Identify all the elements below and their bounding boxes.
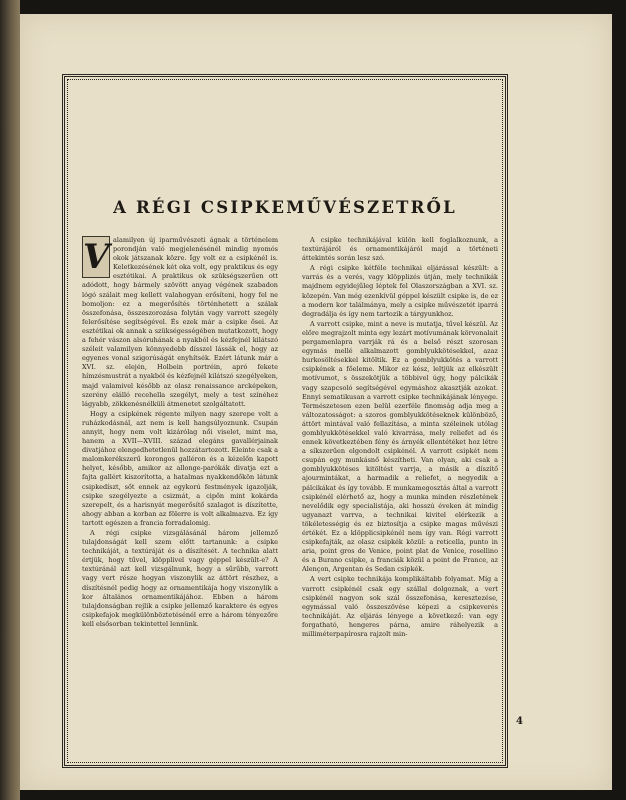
book-spine [0,0,20,800]
left-column [82,236,278,730]
paragraph: A régi csipke vizsgálásánál három jellemző tulajdonságát kell szem előtt tartanunk: a csipke technikáját, a textúráját és a díszítését. A technika alatt értjük, hogy tűvel, klöpplivel vagy géppel készült-e? A textúránál azt kell vizsgálnunk, hogy a sűrűbb, varrott vagy vert része hogyan viszonylik az áttört részhez, a díszítésnél pedig hogy az ornamentikája hogy viszonylik a kor általános ornamentikájához. Ebben a három tulajdonságban rejlik a csipke jellemző karaktere és egyes csipkefajok megkülönböztetésénél erre a három tényezőre kell elsősorban tekintettel lennünk. [82,529,278,628]
paragraph: alamilyen új iparművészeti ágnak a történelem porondján való megjelenésénél mindig nyomós okok játszanak közre. Így volt ez a csipkénél is. Keletkezésének két oka volt, egy praktikus és egy esztétikai. A praktikus ok szükségszerűen ott adódott, hogy bármely szövött anyag végének szabadon lógó szálait meg kellett valahogyan erősíteni, hogy fel ne bomoljon: ez a megerősítés történhetett a szálak összefonása, összeszorozása folytán vagy varrott szegély felerősítése segítségével. És ezek már a csipke ősei. Az esztétikai ok annak a szükségességében mutatkozott, hogy a fehér vászon alsóruhának a nyakból és kézfejnél kilátszó széleit valamilyen könnyedebb dísszel lássák el, hogy az egyenes vonal szigorúságát enyhítsék. Ezért látunk már a XVI. sz. elején, Holbein portréin, apró fekete hímzésmustrát a nyakból és kézfejnél kilátszó szegélyeken, majd valamivel később az olasz renaissance arcképeken, szerény elálló recehella szegélyt, mely a test színéhez lágyabb, zökkenésnélküli átmenetet szolgáltatott. [82,236,278,408]
paragraph: Hogy a csipkének régente milyen nagy szerepe volt a ruházkodásnál, azt nem is kell hangsúlyoznunk. Csupán annyit, hogy nem volt kizárólag női viselet, mint ma, hanem a XVII—XVIII. század elegáns gavallérjainak divatjához elengedhetetlenül hozzátartozott. Eleinte csak a malomkerékszerű korongos galléron és a kézelőn kapott helyet, később, amikor az allonge-parókák divatja ezt a fajta gallért kiszorította, a hatalmas nyakkendőkön látunk csipkedíszt, sőt ennek az egykorú festmények igazolják, csipke szegélyezte a csizmát, a cipőn mint kokárda szerepelt, és a harisnyát megerősítő szalagot is díszítette, ahogy abban a korban az fölerre is volt alkalmazva. Ez így tartott egészen a francia forradalomig. [82,409,278,527]
paragraph: A régi csipke kétféle technikai eljárással készült: a varrás és a verés, vagy klöpplizés útján, mely technikák majdnem egyidejűleg léptek fel Olaszországban a XVI. sz. közepén. Van még ezenkívül géppel készült csipke is, de ez a modern kor találmánya, mely a csipke művészetét iparrá degradálja és így nem tartozik a tárgyunkhoz. [302,264,498,318]
paragraph: A csipke technikájával külön kell foglalkoznunk, a textúrájáról és ornamentikájáról majd a történeti áttekintés során lesz szó. [302,236,498,263]
article-title: A RÉGI CSIPKEMŰVÉSZETRŐL [113,198,457,217]
paragraph: A vert csipke technikája komplikáltabb folyamat. Míg a varrott csipkénél csak egy szállal dolgoznak, a vert csipkénél nagyon sok szál összefonása, keresztezése, egymással való összeszövése képezi a csipkeverés technikáját. Az eljárás lényege a következő: van egy forgatható, hengeres párna, amire ráhelyezik a milliméterpapírosra rajzolt min- [302,575,498,639]
right-column [302,236,498,730]
paragraph: A varrott csipke, mint a neve is mutatja, tűvel készül. Az előre megrajzolt minta egy lezárt motívumának körvonalait pergamenlapra varrják rá és a belső részt szorosan egymás mellé alkalmazott gomblyukkötésekkel, azaz hurkosöltésekkel kitöltik. Ez a gomblyukkötés a varrott csipkének a főeleme. Mikor ez kész, leltjük az elkészült motívumot, s összekötjük a többivel úgy, hogy pálcikák vagy szapcsoló segítségével egymáshoz akasztják azokat. Ennyi sematikusan a varrott csipke technikájának lényege. Természetesen ezen belül ezerféle finomság adja meg a változatosságot: a szoros gomblyukkötéseknek különböző, áttört mintával való fellazítása, a minta széleinek utólag gomblyukkötésekkel való kivarrása, mely reliefet ad és ennek következtében fény és árnyék ellentétéket hoz létre a síkszerűen elgondolt csipkénél. A varrott csipkét nem csupán egy munkásnő készítheti. Van olyan, aki csak a gomblyukkötéses kitöltést varrja, a másik a díszítő ajourmintákat, a harmadik a reliefet, a negyedik a pálcikákat és így tovább. E munkamegosztás által a varrott csipkénél elérhető az, hogy a munka minden részletének nevelődik egy specialistája, aki hosszú éveken át mindig ugyanazt varrva, a technikai kivitel elérkezik a tökéletességig és ez biztosítja a csipke magas művészi értékét. Ez a klöpplicsipkénél nem így van. Régi varrott csipkefajták, az olasz csipkék közül: a reticella, punto in aria, point gros de Venice, point plat de Venice, rosellino és a Burano csipke, a franciák közül a point de France, az Alençon, Argentan és Sedan csipkék. [302,319,498,574]
page-number: 4 [516,716,523,727]
dropcap-initial: V [83,237,110,277]
